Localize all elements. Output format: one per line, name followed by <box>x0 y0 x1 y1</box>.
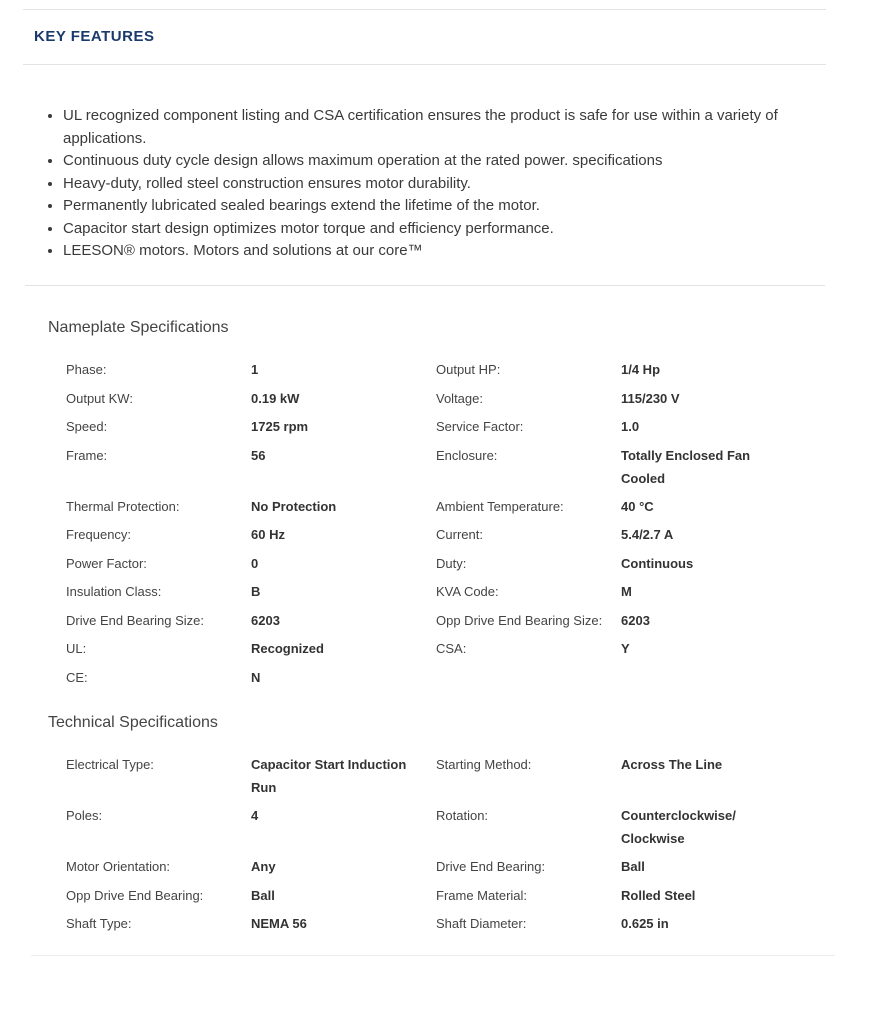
spec-value: Continuous <box>621 556 694 571</box>
spec-value: M <box>621 584 632 599</box>
spec-label: Drive End Bearing Size: <box>66 613 205 628</box>
spec-label: Service Factor: <box>436 419 524 434</box>
spec-value: 56 <box>251 448 266 463</box>
spec-value: 1725 rpm <box>251 419 309 434</box>
spec-label: Opp Drive End Bearing Size: <box>436 613 603 628</box>
spec-label: Frame Material: <box>436 888 528 903</box>
spec-label: Voltage: <box>436 391 483 406</box>
feature-item: • Permanently lubricated sealed bearings extend the lifetime of the motor. <box>63 195 853 218</box>
spec-value: B <box>251 584 261 599</box>
key-features-divider <box>23 64 826 65</box>
spec-value: 6203 <box>621 613 650 628</box>
spec-label: Frame: <box>66 448 108 463</box>
spec-label: Starting Method: <box>436 757 532 772</box>
spec-value: 4 <box>251 808 259 823</box>
spec-label: Opp Drive End Bearing: <box>66 888 204 903</box>
spec-label: Shaft Diameter: <box>436 916 527 931</box>
spec-value: 1 <box>251 362 259 377</box>
spec-label: Shaft Type: <box>66 916 132 931</box>
spec-value: N <box>251 670 261 685</box>
spec-label: Electrical Type: <box>66 757 154 772</box>
spec-label: Ambient Temperature: <box>436 499 564 514</box>
key-features-title: KEY FEATURES <box>34 28 155 45</box>
spec-label: Current: <box>436 527 483 542</box>
spec-value: Recognized <box>251 641 324 656</box>
spec-value: 1/4 Hp <box>621 362 661 377</box>
spec-label: Duty: <box>436 556 467 571</box>
spec-label: Insulation Class: <box>66 584 162 599</box>
spec-value: No Protection <box>251 499 337 514</box>
spec-label: Output KW: <box>66 391 133 406</box>
spec-label: Output HP: <box>436 362 501 377</box>
spec-value: 1.0 <box>621 419 640 434</box>
spec-value: NEMA 56 <box>251 916 307 931</box>
spec-value: Capacitor Start Induction Run <box>251 757 407 795</box>
spec-label: Rotation: <box>436 808 489 823</box>
feature-item: • Capacitor start design optimizes motor torque and efficiency performance. <box>63 218 853 241</box>
spec-value: Y <box>621 641 630 656</box>
spec-value: Rolled Steel <box>621 888 696 903</box>
spec-label: CE: <box>66 670 88 685</box>
feature-item: • Heavy-duty, rolled steel construction ensures motor durability. <box>63 173 853 196</box>
spec-value: Counterclockwise/ Clockwise <box>621 808 736 846</box>
top-divider <box>23 9 826 10</box>
spec-value: 60 Hz <box>251 527 285 542</box>
nameplate-title: Nameplate Specifications <box>48 319 229 336</box>
spec-value: Ball <box>621 859 645 874</box>
spec-value: 0 <box>251 556 259 571</box>
spec-value: 5.4/2.7 A <box>621 527 674 542</box>
spec-label: Poles: <box>66 808 103 823</box>
spec-value: Totally Enclosed Fan Cooled <box>621 448 751 486</box>
spec-value: 0.625 in <box>621 916 669 931</box>
technical-title: Technical Specifications <box>48 714 218 731</box>
feature-item: • Continuous duty cycle design allows maximum operation at the rated power. specifications <box>63 150 853 173</box>
spec-value: Across The Line <box>621 757 723 772</box>
feature-item: • LEESON® motors. Motors and solutions at our core™ <box>63 240 853 263</box>
spec-label: KVA Code: <box>436 584 499 599</box>
spec-label: Power Factor: <box>66 556 147 571</box>
feature-item: • UL recognized component listing and CSA certification ensures the product is safe for use within a variety of applications. <box>63 105 853 150</box>
spec-label: Phase: <box>66 362 107 377</box>
spec-value: Any <box>251 859 276 874</box>
spec-label: Thermal Protection: <box>66 499 180 514</box>
spec-value: 0.19 kW <box>251 391 300 406</box>
spec-label: CSA: <box>436 641 467 656</box>
spec-value: 6203 <box>251 613 280 628</box>
spec-value: 115/230 V <box>621 391 680 406</box>
spec-label: Speed: <box>66 419 108 434</box>
spec-label: Motor Orientation: <box>66 859 171 874</box>
spec-label: UL: <box>66 641 87 656</box>
spec-value: 40 °C <box>621 499 654 514</box>
spec-value: Ball <box>251 888 275 903</box>
spec-label: Enclosure: <box>436 448 498 463</box>
spec-label: Frequency: <box>66 527 132 542</box>
key-features-list <box>30 105 853 263</box>
spec-label: Drive End Bearing: <box>436 859 546 874</box>
